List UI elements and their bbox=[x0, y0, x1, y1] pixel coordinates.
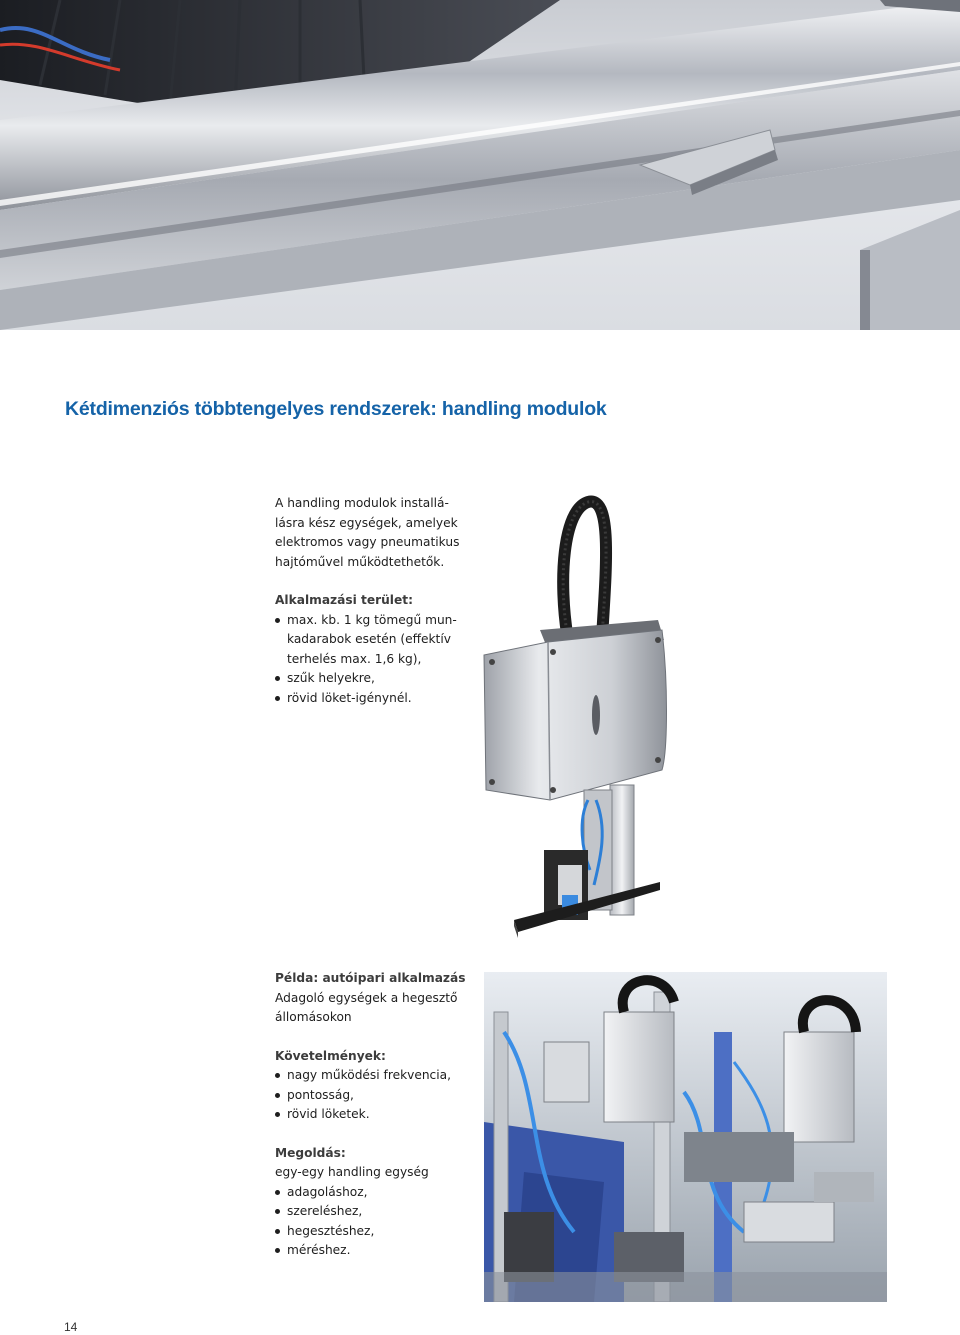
product-photo-handling-module bbox=[478, 490, 678, 940]
application-item-line: terhelés max. 1,6 kg), bbox=[287, 651, 422, 666]
example-heading: Példa: autóipari alkalmazás bbox=[275, 971, 466, 985]
intro-line: hajtóművel működtethetők. bbox=[275, 554, 445, 569]
example-line: állomásokon bbox=[275, 1010, 352, 1024]
factory-photo-welding-station bbox=[484, 972, 887, 1302]
solution-heading: Megoldás: bbox=[275, 1145, 346, 1160]
solution-item: hegesztéshez, bbox=[275, 1222, 480, 1242]
intro-line: A handling modulok installá- bbox=[275, 496, 449, 510]
requirements-item: rövid löketek. bbox=[275, 1105, 480, 1125]
intro-line: lásra kész egységek, amelyek bbox=[275, 515, 458, 530]
solution-item: adagoláshoz, bbox=[275, 1183, 480, 1203]
requirements-heading: Követelmények: bbox=[275, 1048, 386, 1063]
solution-list bbox=[275, 1183, 480, 1261]
application-item bbox=[275, 689, 475, 709]
example-line: Adagoló egységek a hegesztő bbox=[275, 990, 458, 1005]
page-title: Kétdimenziós többtengelyes rendszerek: handling modulok bbox=[65, 398, 607, 420]
application-item-line: max. kb. 1 kg tömegű mun- bbox=[287, 612, 457, 627]
requirements-list bbox=[275, 1066, 480, 1125]
solution-line: egy-egy handling egység bbox=[275, 1165, 429, 1179]
requirements-item: nagy működési frekvencia, bbox=[275, 1066, 480, 1086]
application-heading: Alkalmazási terület: bbox=[275, 593, 413, 607]
application-list bbox=[275, 611, 475, 709]
application-item bbox=[275, 669, 475, 689]
application-item-line: szűk helyekre, bbox=[287, 671, 375, 685]
application-item-line: rövid löket-igénynél. bbox=[287, 690, 412, 705]
intro-line: elektromos vagy pneumatikus bbox=[275, 535, 460, 549]
welding-station-illustration bbox=[484, 972, 887, 1302]
gantry-axis-illustration bbox=[0, 0, 960, 330]
solution-item: szereléshez, bbox=[275, 1202, 480, 1222]
intro-column bbox=[275, 494, 475, 708]
application-item bbox=[275, 611, 475, 670]
hero-photo-gantry-axis bbox=[0, 0, 960, 330]
example-column bbox=[275, 969, 480, 1261]
requirements-item: pontosság, bbox=[275, 1086, 480, 1106]
handling-module-illustration bbox=[478, 490, 678, 940]
page-number: 14 bbox=[64, 1320, 78, 1334]
solution-item: méréshez. bbox=[275, 1241, 480, 1261]
application-item-line: kadarabok esetén (effektív bbox=[287, 632, 451, 646]
